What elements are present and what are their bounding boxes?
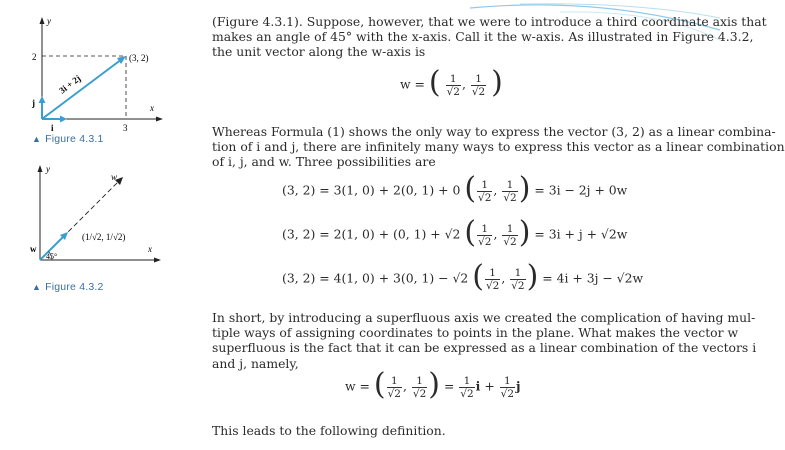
text-line: tiple ways of assigning coordinates to points in the plane. What makes the vector w — [212, 325, 739, 341]
fraction: $\frac{1}{√2}$ — [471, 72, 486, 98]
text-line: In short, by introducing a superfluous axis we created the complication of having mul- — [212, 310, 756, 325]
text-line: of i, j, and w. Three possibilities are — [212, 154, 436, 170]
text-line: superfluous is the fact that it can be expressed as a linear combination of the vectors i — [212, 340, 757, 356]
paren-open: ( — [428, 65, 441, 100]
caption-triangle-icon: ▲ — [32, 282, 42, 292]
tick-y-label: 2 — [32, 52, 37, 62]
angle-label: 45° — [46, 252, 58, 261]
w-axis-label: w — [111, 172, 118, 182]
figure-4-3-1-caption — [32, 133, 104, 145]
text-line: tion of i and j, there are infinitely many ways to express this vector as a linear combination — [212, 139, 785, 155]
tick-x-label: 3 — [123, 123, 128, 133]
paragraph-2 — [212, 124, 785, 170]
text-line: and j, namely, — [212, 355, 299, 371]
j-label: j — [32, 98, 35, 108]
caption-triangle-icon: ▲ — [32, 134, 42, 144]
y-axis-label: y — [46, 164, 50, 174]
figure-4-3-2-plot — [20, 162, 170, 274]
equation-2: (3, 2) = 2(1, 0) + (0, 1) + √2 ( $\frac{1}{√2}$ , $\frac{1}{√2}$ ) = 3i + j + √2w — [282, 215, 628, 250]
y-axis-label: y — [47, 16, 51, 26]
fraction: $\frac{1}{√2}$ — [446, 72, 460, 98]
eq-left: (3, 2) = 4(1, 0) + 3(0, 1) − √2 — [282, 270, 469, 286]
eq-right: = 3i + j + √2w — [534, 226, 628, 242]
w-vector-value: (1/√2, 1/√2) — [82, 232, 126, 242]
text-line: the unit vector along the w-axis is — [212, 44, 426, 60]
eq-left: (3, 2) = 2(1, 0) + (0, 1) + √2 — [282, 226, 461, 242]
equation-final: w = ( $\frac{1}{√2}$ , $\frac{1}{√2}$ ) = $\frac{1}{√2}$ i + $\frac{1}{√2}$ j — [345, 367, 521, 402]
x-axis-label: x — [150, 103, 154, 113]
paragraph-3 — [212, 310, 757, 371]
point-label: (3, 2) — [129, 53, 149, 63]
caption-text: Figure 4.3.1 — [45, 133, 104, 145]
figure-4-3-2 — [20, 162, 170, 278]
text-line: (Figure 4.3.1). Suppose, however, that we were to introduce a third coordinate axis that — [212, 14, 767, 29]
eq-right: = 4i + 3j − √2w — [542, 270, 644, 286]
i-label: i — [51, 123, 54, 133]
eq-lhs: w = — [400, 76, 425, 92]
text-line: makes an angle of 45° with the x-axis. Call it the w-axis. As illustrated in Figure 4.3.2, — [212, 29, 754, 45]
equation-w: w = ( $\frac{1}{√2}$ , $\frac{1}{√2}$ ) — [400, 65, 503, 100]
paragraph-4 — [212, 423, 692, 438]
w-vector-label: w — [30, 244, 37, 254]
figure-4-3-1 — [20, 14, 170, 136]
eq-left: (3, 2) = 3(1, 0) + 2(0, 1) + 0 — [282, 182, 461, 198]
equation-1: (3, 2) = 3(1, 0) + 2(0, 1) + 0 ( $\frac{1}{√2}$ , $\frac{1}{√2}$ ) = 3i − 2j + 0w — [282, 171, 628, 206]
caption-text: Figure 4.3.2 — [45, 281, 104, 293]
x-axis-label: x — [148, 244, 152, 254]
text-line: Whereas Formula (1) shows the only way to express the vector (3, 2) as a linear combina- — [212, 124, 776, 139]
eq-right: = 3i − 2j + 0w — [534, 182, 628, 198]
figure-4-3-1-plot — [20, 14, 170, 132]
eq-lhs: w = — [345, 378, 370, 394]
figure-4-3-2-caption — [32, 281, 104, 293]
vector-label: 3i + 2j — [57, 73, 83, 96]
paren-close: ) — [491, 65, 503, 100]
equation-3: (3, 2) = 4(1, 0) + 3(0, 1) − √2 ( $\frac{1}{√2}$ , $\frac{1}{√2}$ ) = 4i + 3j − √2w — [282, 259, 644, 294]
text-line: This leads to the following definition. — [212, 423, 446, 438]
paragraph-1 — [212, 14, 767, 60]
